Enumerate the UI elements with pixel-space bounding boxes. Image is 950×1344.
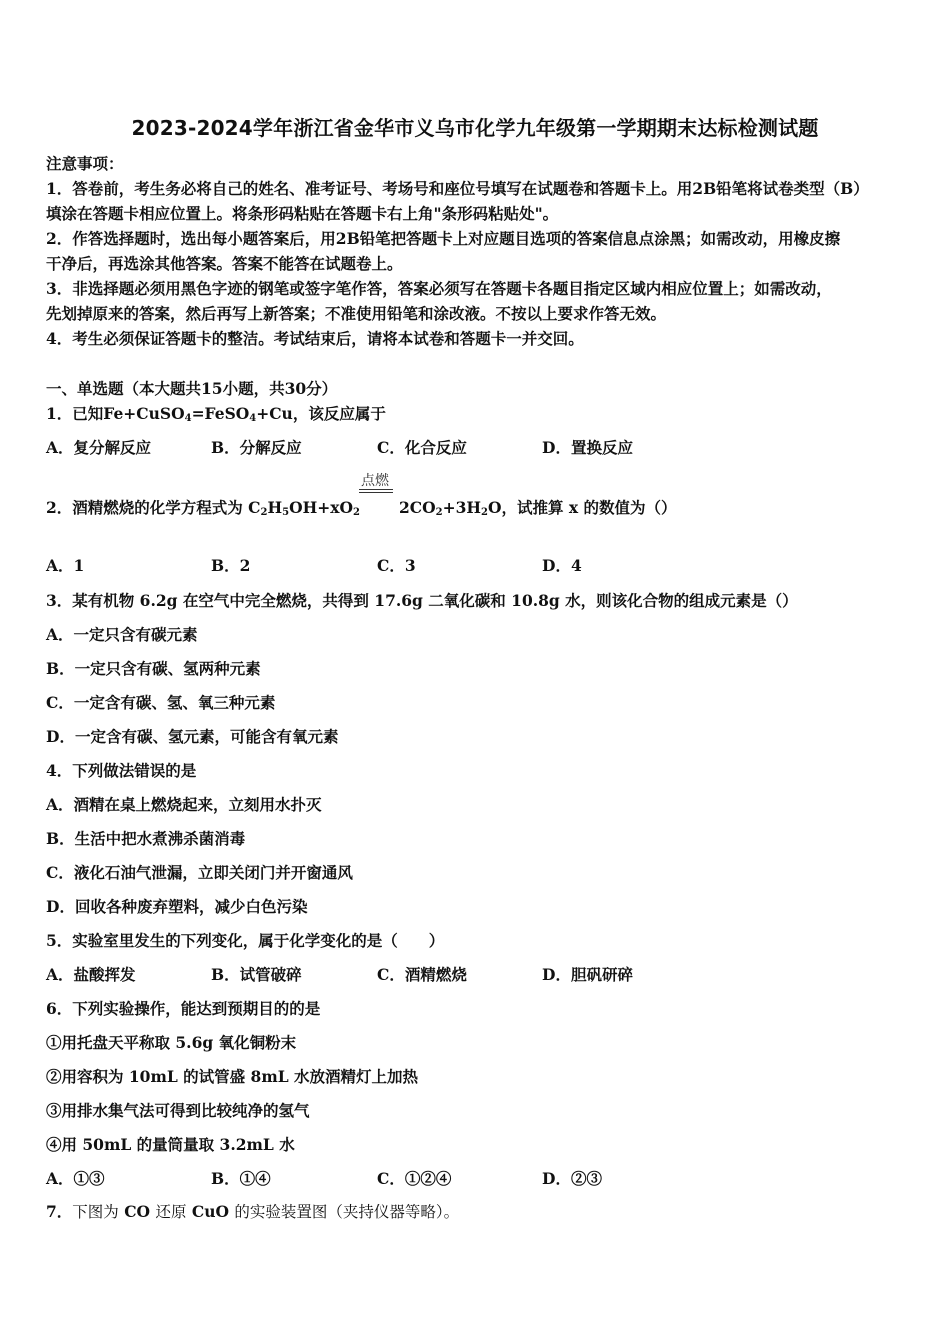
q1-option-b: B．分解反应 (211, 438, 302, 457)
question-1-stem (46, 402, 386, 424)
q1-text-b: =FeSO (191, 404, 250, 423)
q7-number: 7． (46, 1202, 73, 1221)
q2-text-b: H (267, 498, 283, 517)
equation-arrow-line (359, 492, 393, 493)
q1-subscript: 4 (184, 413, 192, 424)
q2-text-f: O，试推算 x 的数值为（） (487, 498, 677, 517)
q1-subscript: 4 (249, 413, 257, 424)
q2-option-b: B．2 (211, 556, 251, 575)
q6-item: ②用容积为 10mL 的试管盛 8mL 水放酒精灯上加热 (46, 1067, 419, 1086)
question-4-stem: 4．下列做法错误的是 (46, 761, 197, 780)
q1-option-a: A．复分解反应 (46, 438, 152, 457)
q5-option-c: C．酒精燃烧 (377, 965, 467, 984)
q1-text-a: 1．已知Fe+CuSO (46, 404, 185, 423)
q6-option-c: C．①②④ (377, 1169, 452, 1188)
q2-option-a: A．1 (46, 556, 85, 575)
q2-text-d: 2CO (399, 498, 436, 517)
question-7-stem (46, 1200, 459, 1222)
q2-subscript: 2 (260, 507, 268, 518)
notice-line: 填涂在答题卡相应位置上。将条形码粘贴在答题卡右上角"条形码粘贴处"。 (46, 204, 559, 223)
question-2-stem-left (46, 496, 360, 518)
q2-option-d: D．4 (542, 556, 582, 575)
section-heading: 一、单选题（本大题共15小题，共30分） (46, 379, 338, 398)
q6-option-a: A．①③ (46, 1169, 105, 1188)
page-title: 2023-2024学年浙江省金华市义乌市化学九年级第一学期期末达标检测试题 (131, 116, 819, 140)
question-2-stem-right (399, 496, 677, 518)
notice-line: 干净后，再选涂其他答案。答案不能答在试题卷上。 (46, 254, 403, 273)
q7-text: 下图为 (72, 1203, 119, 1221)
q4-option-d: D．回收各种废弃塑料，减少白色污染 (46, 897, 308, 916)
notice-line: 4．考生必须保证答题卡的整洁。考试结束后，请将本试卷和答题卡一并交回。 (46, 329, 584, 348)
q2-subscript: 2 (353, 507, 360, 518)
q2-text-a: 2．酒精燃烧的化学方程式为 C (46, 498, 261, 517)
q6-item: ①用托盘天平称取 5.6g 氧化铜粉末 (46, 1033, 297, 1052)
reaction-condition: 点燃 (361, 473, 389, 489)
q1-text-c: +Cu，该反应属于 (256, 404, 386, 423)
question-5-stem: 5．实验室里发生的下列变化，属于化学变化的是（ ） (46, 931, 445, 950)
notice-line: 2．作答选择题时，选出每小题答案后，用2B铅笔把答题卡上对应题目选项的答案信息点涂黑；如需改动，用橡皮擦 (46, 229, 841, 248)
q7-text: 还原 (155, 1203, 187, 1221)
q2-option-c: C．3 (377, 556, 416, 575)
q3-option-b: B．一定只含有碳、氢两种元素 (46, 659, 261, 678)
q2-text-e: +3H (442, 498, 482, 517)
q6-option-d: D．②③ (542, 1169, 602, 1188)
q3-option-c: C．一定含有碳、氢、氧三种元素 (46, 693, 276, 712)
q5-option-b: B．试管破碎 (211, 965, 302, 984)
q2-subscript: 2 (481, 507, 488, 518)
q2-subscript: 2 (435, 507, 443, 518)
notice-line: 3．非选择题必须用黑色字迹的钢笔或签字笔作答，答案必须写在答题卡各题目指定区域内相应位置上；如需改动， (46, 279, 832, 298)
notice-heading: 注意事项： (46, 154, 124, 173)
q3-option-a: A．一定只含有碳元素 (46, 625, 198, 644)
q5-option-d: D．胆矾研碎 (542, 965, 633, 984)
notice-line: 先划掉原来的答案，然后再写上新答案；不准使用铅笔和涂改液。不按以上要求作答无效。 (46, 304, 667, 323)
question-6-stem: 6．下列实验操作，能达到预期目的的是 (46, 999, 321, 1018)
q4-option-a: A．酒精在桌上燃烧起来，立刻用水扑灭 (46, 795, 322, 814)
q7-formula: CuO (186, 1202, 235, 1221)
q6-item: ③用排水集气法可得到比较纯净的氢气 (46, 1101, 310, 1120)
q7-text: 的实验装置图（夹持仪器等略）。 (234, 1203, 460, 1221)
q1-option-d: D．置换反应 (542, 438, 633, 457)
q2-text-c: OH+xO (289, 498, 354, 517)
question-3-stem: 3．某有机物 6.2g 在空气中完全燃烧，共得到 17.6g 二氧化碳和 10.8g 水，则该化合物的组成元素是（） (46, 591, 798, 610)
equation-arrow-line (359, 489, 393, 490)
q6-option-b: B．①④ (211, 1169, 271, 1188)
q6-item: ④用 50mL 的量筒量取 3.2mL 水 (46, 1135, 295, 1154)
q4-option-b: B．生活中把水煮沸杀菌消毒 (46, 829, 246, 848)
q2-subscript: 5 (282, 507, 290, 518)
q4-option-c: C．液化石油气泄漏，立即关闭门并开窗通风 (46, 863, 353, 882)
notice-line: 1．答卷前，考生务必将自己的姓名、准考证号、考场号和座位号填写在试题卷和答题卡上。用2B铅笔将试卷类型（B） (46, 179, 869, 198)
q7-formula: CO (118, 1202, 156, 1221)
q1-option-c: C．化合反应 (377, 438, 467, 457)
q5-option-a: A．盐酸挥发 (46, 965, 136, 984)
q3-option-d: D．一定含有碳、氢元素，可能含有氧元素 (46, 727, 339, 746)
